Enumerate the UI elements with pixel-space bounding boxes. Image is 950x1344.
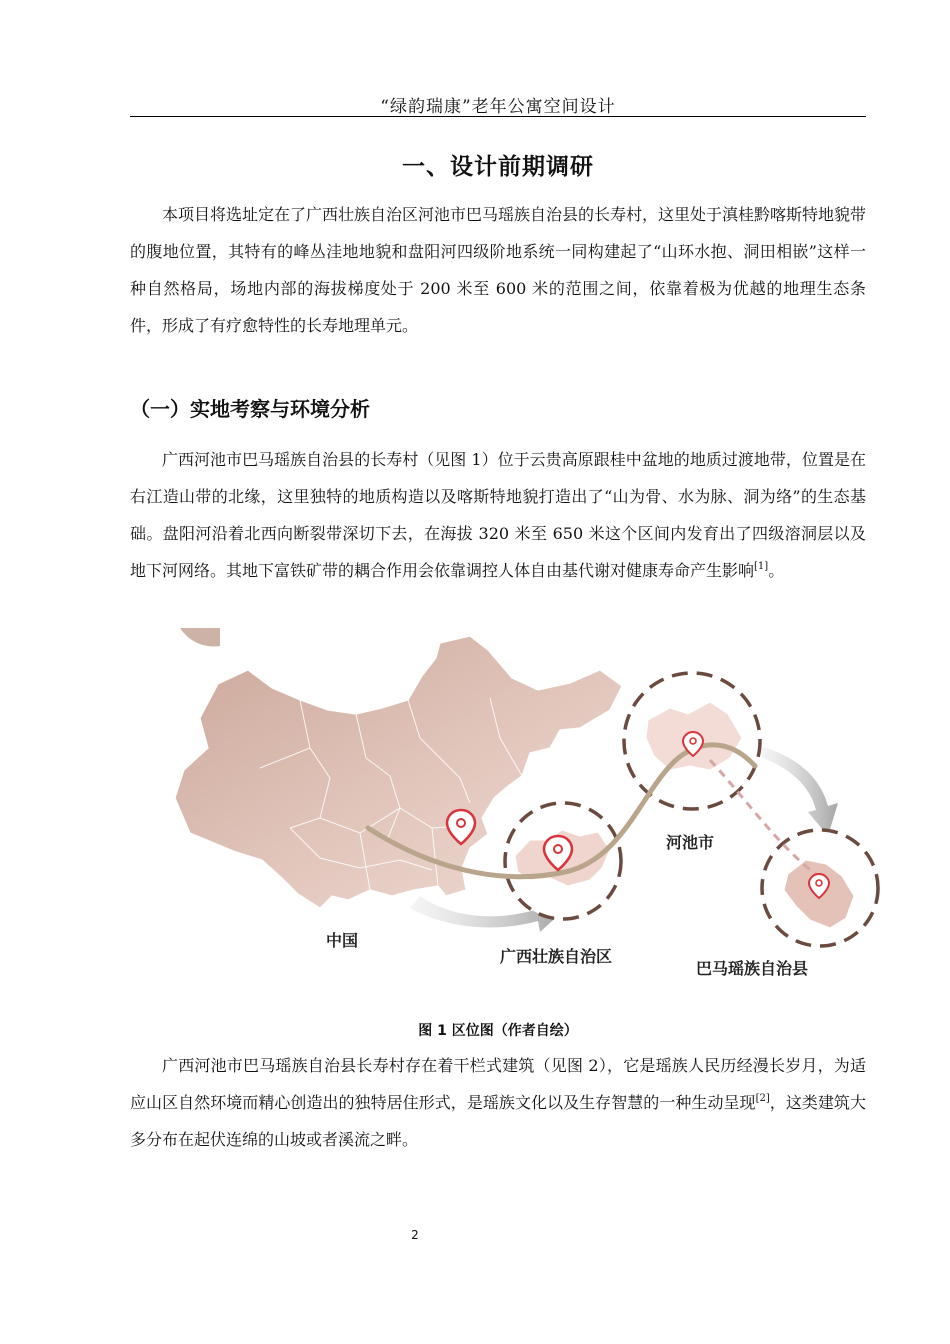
subsection-title: （一）实地考察与环境分析 — [130, 397, 370, 421]
decorative-circle — [180, 628, 220, 646]
paragraph-field-survey-end: 。 — [768, 561, 785, 580]
paragraph-field-survey — [130, 441, 866, 589]
label-china: 中国 — [326, 931, 359, 950]
label-bama: 巴马瑶族自治县 — [696, 959, 809, 978]
citation-ref-2[interactable]: [2] — [755, 1093, 770, 1104]
paragraph-stilt-architecture — [130, 1047, 866, 1158]
figure-caption: 图 1 区位图（作者自绘） — [418, 1023, 578, 1039]
page-header-rule — [130, 116, 866, 117]
paragraph-stilt-architecture-text: 广西河池市巴马瑶族自治县长寿村存在着干栏式建筑（见图 2），它是瑶族人民历经漫长岁月，为适应山区自然环境而精心创造出的独特居住形式，是瑶族文化以及生存智慧的一种生动呈现 — [130, 1056, 866, 1112]
location-map-svg — [170, 628, 890, 998]
page-header-title: “绿韵瑞康”老年公寓空间设计 — [380, 97, 616, 117]
paragraph-site-selection: 本项目将选址定在了广西壮族自治区河池市巴马瑶族自治县的长寿村，这里处于滇桂黔喀斯特地貌带的腹地位置，其特有的峰丛洼地地貌和盘阳河四级阶地系统一同构建起了“山环水抱、洞田相嵌”这样一种自然格局，场地内部的海拔梯度处于 200 米至 600 米的范围之间，依靠着极为优越的地理生态条件，形成了有疗愈特性的长寿地理单元。 — [130, 205, 867, 335]
citation-ref-1[interactable]: [1] — [754, 561, 769, 572]
location-map-figure — [170, 628, 890, 998]
arrow-hechi-to-bama — [760, 746, 838, 836]
label-hechi: 河池市 — [666, 833, 715, 852]
paragraph-field-survey-text: 广西河池市巴马瑶族自治县的长寿村（见图 1）位于云贵高原跟桂中盆地的地质过渡地带，位置是在右江造山带的北缘，这里独特的地质构造以及喀斯特地貌打造出了“山为骨、水为脉、洞为络”的生态基础。盘阳河沿着北西向断裂带深切下去，在海拔 320 米至 650 米这个区间内发育出了四级溶洞层以及地下河网络。其地下富铁矿带的耦合作用会依靠调控人体自由基代谢对健康寿命产生影响 — [130, 450, 866, 580]
page-number: 2 — [411, 1228, 419, 1242]
label-guangxi: 广西壮族自治区 — [500, 947, 613, 966]
paragraph-stilt-architecture-end: ，这类建筑大多分布在起伏连绵的山坡或者溪流之畔。 — [130, 1093, 866, 1149]
section-title: 一、设计前期调研 — [402, 154, 594, 180]
